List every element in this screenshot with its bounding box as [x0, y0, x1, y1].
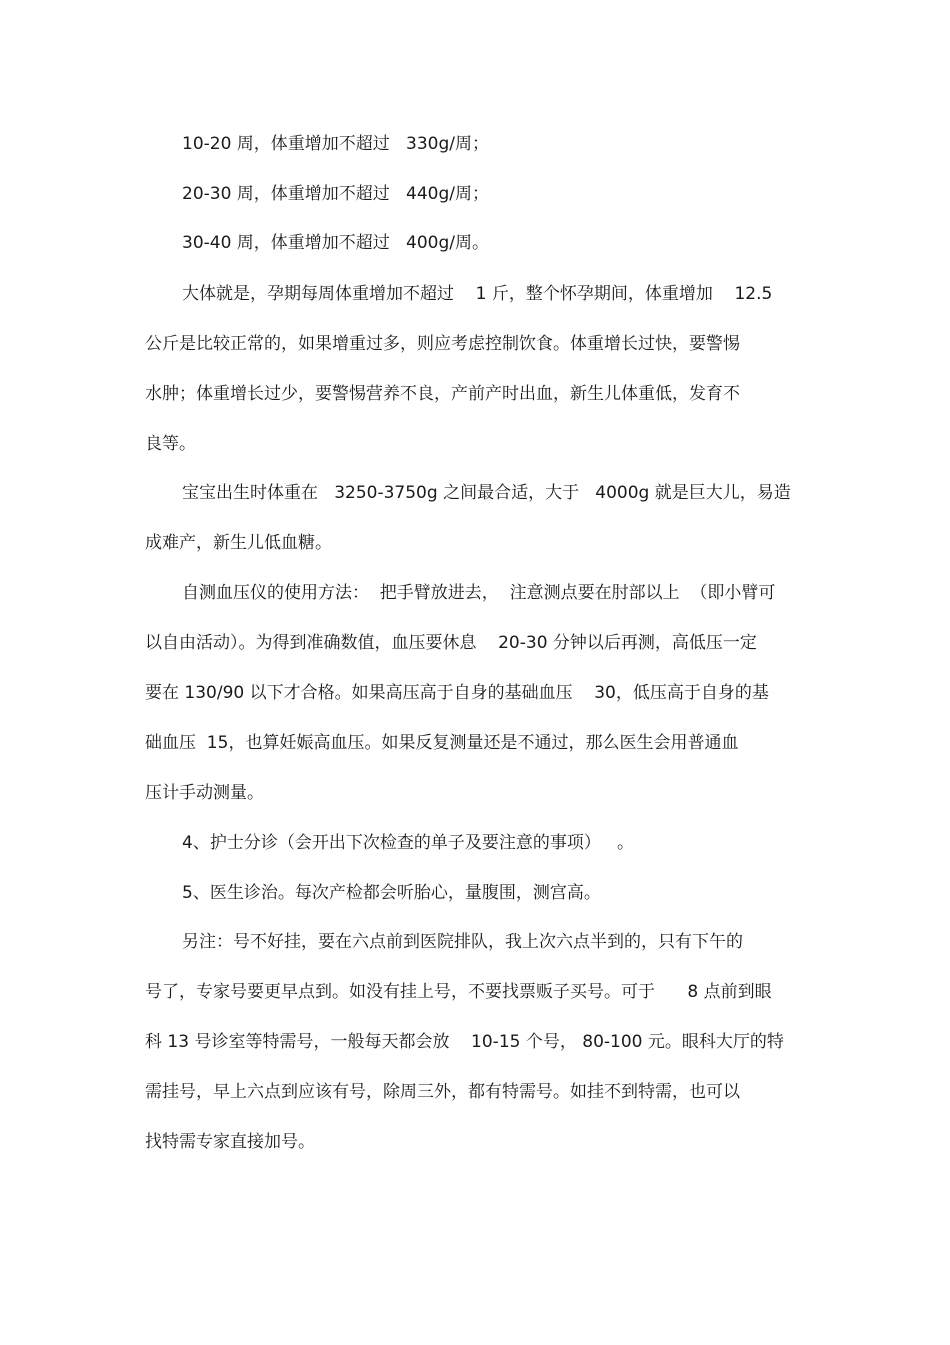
text-line: 20-30 周，体重增加不超过 440g/周； [182, 184, 489, 204]
text-line: 压计手动测量。 [145, 783, 264, 803]
text-line: 10-20 周，体重增加不超过 330g/周； [182, 134, 489, 154]
text-line: 4、护士分诊（会开出下次检查的单子及要注意的事项） 。 [182, 833, 635, 853]
text-line: 自测血压仪的使用方法： 把手臂放进去， 注意测点要在肘部以上 （即小臂可 [182, 583, 776, 603]
text-line: 30-40 周，体重增加不超过 400g/周。 [182, 233, 489, 253]
text-line: 大体就是，孕期每周体重增加不超过 1 斤，整个怀孕期间，体重增加 12.5 [182, 284, 773, 304]
text-line: 以自由活动）。为得到准确数值，血压要休息 20-30 分钟以后再测，高低压一定 [145, 633, 757, 653]
text-line: 宝宝出生时体重在 3250-3750g 之间最合适，大于 4000g 就是巨大儿，易造 [182, 483, 791, 503]
text-line: 需挂号，早上六点到应该有号，除周三外，都有特需号。如挂不到特需，也可以 [145, 1082, 740, 1102]
text-line: 号了，专家号要更早点到。如没有挂上号，不要找票贩子买号。可于 8 点前到眼 [145, 982, 772, 1002]
text-line: 要在 130/90 以下才合格。如果高压高于自身的基础血压 30，低压高于自身的基 [145, 683, 769, 703]
text-line: 5、医生诊治。每次产检都会听胎心，量腹围，测宫高。 [182, 883, 601, 903]
text-line: 另注：号不好挂，要在六点前到医院排队，我上次六点半到的，只有下午的 [182, 932, 743, 952]
text-line: 础血压 15，也算妊娠高血压。如果反复测量还是不通过，那么医生会用普通血 [145, 733, 739, 753]
text-line: 成难产，新生儿低血糖。 [145, 533, 332, 553]
text-line: 科 13 号诊室等特需号，一般每天都会放 10-15 个号， 80-100 元。眼科大厅的特 [145, 1032, 784, 1052]
text-line: 水肿；体重增长过少，要警惕营养不良，产前产时出血，新生儿体重低，发育不 [145, 384, 740, 404]
text-line: 公斤是比较正常的，如果增重过多，则应考虑控制饮食。体重增长过快，要警惕 [145, 334, 740, 354]
text-line: 良等。 [145, 434, 196, 454]
text-line: 找特需专家直接加号。 [145, 1132, 315, 1152]
